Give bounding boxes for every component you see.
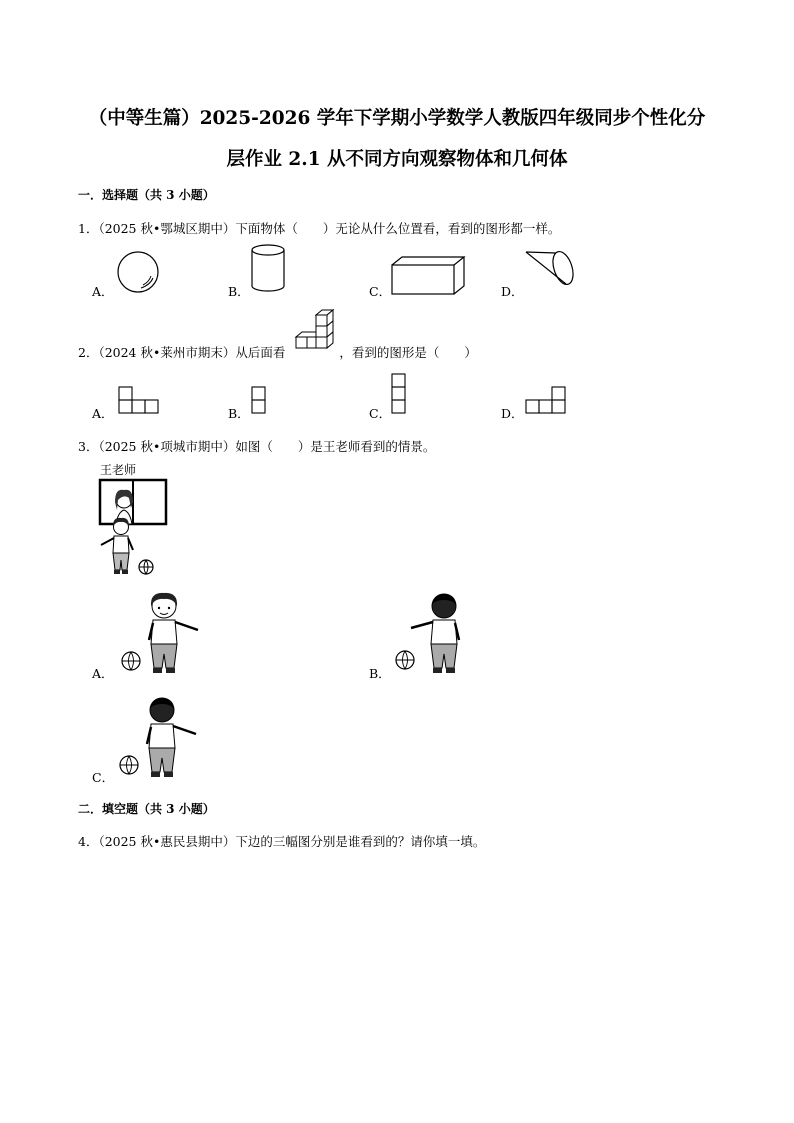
q2-option-b-figure (251, 386, 267, 414)
q3-option-a-figure (118, 592, 204, 676)
q2-option-a-label: A． (92, 406, 114, 421)
question-2-text (78, 343, 477, 361)
question-4-text: 4．（2025 秋•惠民县期中）下边的三幅图分别是谁看到的？请你填一填。 (78, 834, 486, 849)
question-3-text: 3．（2025 秋•项城市期中）如图（ ）是王老师看到的情景。 (78, 439, 436, 454)
q3-option-b-label: B． (369, 666, 391, 681)
q3-option-a-label: A． (92, 666, 114, 681)
q2-option-d-label: D． (501, 406, 524, 421)
q1-option-c-label: C． (369, 284, 392, 299)
q1-option-d-label: D． (501, 284, 524, 299)
section-heading-choice: 一．选择题（共 3 小题） (78, 188, 215, 202)
page-title-line-2: 层作业 2.1 从不同方向观察物体和几何体 (226, 149, 568, 170)
q2-option-d-figure (525, 386, 567, 414)
q1-option-b-label: B． (228, 284, 250, 299)
teacher-label: 王老师 (100, 463, 137, 477)
q2-option-c-figure (391, 373, 407, 415)
q2-option-c-label: C． (369, 406, 392, 421)
page-title-line-1: （中等生篇）2025-2026 学年下学期小学数学人教版四年级同步个性化分 (88, 108, 706, 129)
cuboid-icon (391, 256, 465, 296)
cone-icon (524, 249, 576, 295)
q2-option-a-figure (118, 386, 160, 414)
cylinder-icon (251, 244, 285, 292)
question-1-text: 1．（2025 秋•鄂城区期中）下面物体（ ）无论从什么位置看，看到的图形都一样。 (78, 221, 561, 236)
q3-option-b-figure (394, 592, 466, 676)
question-2-text-after: ，看到的图形是（ ） (339, 345, 477, 360)
q3-option-c-figure (118, 696, 204, 780)
q2-option-b-label: B． (228, 406, 250, 421)
q1-option-a-label: A． (92, 284, 114, 299)
q3-option-c-label: C． (92, 770, 115, 785)
stacked-cubes-figure (296, 309, 342, 355)
window-scene-figure (98, 478, 170, 580)
question-2-text-before: 2．（2024 秋•莱州市期末）从后面看 (78, 345, 286, 360)
section-heading-fill-blank: 二．填空题（共 3 小题） (78, 802, 215, 816)
sphere-icon (116, 250, 160, 294)
